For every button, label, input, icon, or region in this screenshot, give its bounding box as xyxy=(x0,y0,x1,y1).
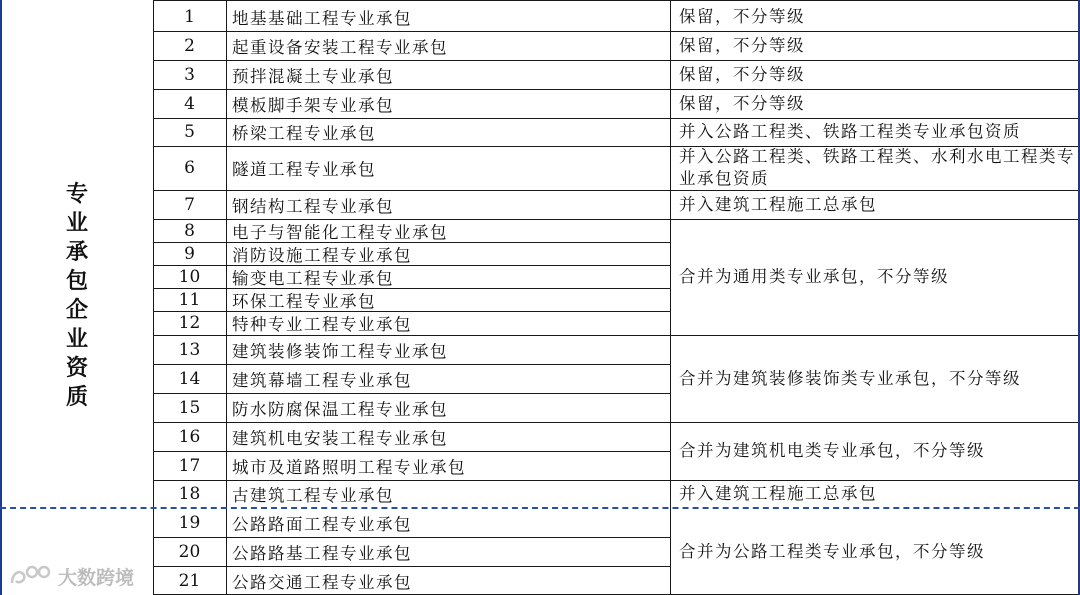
qualification-name xyxy=(227,190,670,219)
row-number-text: 3 xyxy=(184,64,195,85)
row-number-text: 13 xyxy=(178,339,201,360)
qualification-name xyxy=(227,89,670,118)
qualification-name xyxy=(227,364,670,393)
reform-note xyxy=(671,219,1077,335)
reform-note xyxy=(671,508,1077,595)
row-number-text: 4 xyxy=(184,93,195,114)
row-number xyxy=(153,508,226,537)
reform-note-text: 合并为通用类专业承包，不分等级 xyxy=(679,267,949,286)
row-number xyxy=(153,242,226,265)
category-label-char: 业 xyxy=(65,326,88,352)
qualification-name-text: 输变电工程专业承包 xyxy=(232,268,394,288)
qualification-name xyxy=(227,2,670,31)
reform-note-text: 保留，不分等级 xyxy=(679,35,805,55)
row-number xyxy=(153,393,226,422)
qualification-name xyxy=(227,335,670,364)
row-number xyxy=(153,288,226,311)
qualification-name-text: 建筑装修装饰工程专业承包 xyxy=(232,341,448,361)
category-label-char: 企 xyxy=(65,297,88,323)
row-number xyxy=(153,118,226,146)
qualification-name-text: 预拌混凝土专业承包 xyxy=(232,66,394,86)
row-number xyxy=(153,537,226,566)
qualification-name xyxy=(227,508,670,537)
qualification-name-text: 电子与智能化工程专业承包 xyxy=(232,222,448,242)
qualification-name xyxy=(227,566,670,595)
watermark xyxy=(8,562,134,590)
row-number-text: 11 xyxy=(178,289,201,310)
row-number-text: 9 xyxy=(184,243,195,264)
row-number xyxy=(153,2,226,31)
row-number-text: 19 xyxy=(178,512,201,533)
row-number-text: 2 xyxy=(184,35,195,56)
qualification-name-text: 地基基础工程专业承包 xyxy=(232,8,412,28)
row-number xyxy=(153,89,226,118)
qualification-name-text: 公路交通工程专业承包 xyxy=(232,572,412,592)
qualification-name xyxy=(227,422,670,451)
qualification-name xyxy=(227,311,670,335)
reform-note xyxy=(671,422,1077,480)
row-number-text: 6 xyxy=(184,158,195,178)
reform-note xyxy=(671,89,1077,118)
row-number-text: 15 xyxy=(178,397,201,418)
row-number xyxy=(153,190,226,219)
row-number xyxy=(153,566,226,595)
qualification-name xyxy=(227,288,670,311)
reform-note xyxy=(671,2,1077,31)
qualification-name-text: 防水防腐保温工程专业承包 xyxy=(232,399,448,419)
watermark-logo-icon xyxy=(8,563,54,589)
qualification-name-text: 钢结构工程专业承包 xyxy=(232,196,394,216)
row-number-text: 20 xyxy=(178,541,201,562)
qualification-name-text: 特种专业工程专业承包 xyxy=(232,315,412,334)
row-number xyxy=(153,335,226,364)
qualification-name xyxy=(227,537,670,566)
row-number xyxy=(153,311,226,335)
reform-note-text: 并入公路工程类、铁路工程类、水利水电工程类专业承包资质 xyxy=(679,147,1075,188)
reform-note xyxy=(671,146,1077,190)
reform-note-text: 并入建筑工程施工总承包 xyxy=(679,194,877,214)
row-number-text: 21 xyxy=(178,570,201,591)
reform-note-text: 并入公路工程类、铁路工程类专业承包资质 xyxy=(679,122,1021,141)
row-number xyxy=(153,219,226,242)
qualification-name xyxy=(227,451,670,480)
row-number-text: 18 xyxy=(178,484,201,504)
reform-note-text: 合并为公路工程类专业承包，不分等级 xyxy=(679,541,985,561)
qualification-name-text: 城市及道路照明工程专业承包 xyxy=(232,457,466,477)
qualification-name xyxy=(227,60,670,89)
reform-note xyxy=(671,118,1077,146)
qualification-name-text: 古建筑工程专业承包 xyxy=(232,486,394,505)
qualification-name-text: 起重设备安装工程专业承包 xyxy=(232,37,448,57)
reform-note xyxy=(671,31,1077,60)
qualification-name xyxy=(227,393,670,422)
reform-note-text: 保留，不分等级 xyxy=(679,64,805,84)
qualification-name xyxy=(227,480,670,508)
category-label-char: 质 xyxy=(65,384,88,410)
qualification-name xyxy=(227,118,670,146)
qualification-name xyxy=(227,265,670,288)
qualification-name-text: 消防设施工程专业承包 xyxy=(232,245,412,265)
qualification-name-text: 建筑幕墙工程专业承包 xyxy=(232,370,412,390)
row-number-text: 5 xyxy=(184,122,195,142)
qualification-name xyxy=(227,31,670,60)
qualification-name xyxy=(227,242,670,265)
reform-note xyxy=(671,60,1077,89)
row-number xyxy=(153,364,226,393)
row-number xyxy=(153,265,226,288)
row-number-text: 17 xyxy=(178,455,201,476)
row-number xyxy=(153,480,226,508)
reform-note-text: 合并为建筑机电类专业承包，不分等级 xyxy=(679,441,985,460)
reform-note-text: 保留，不分等级 xyxy=(679,93,805,113)
row-number-text: 10 xyxy=(178,266,201,287)
category-label-char: 资 xyxy=(65,355,88,381)
qualification-name-text: 公路路基工程专业承包 xyxy=(232,543,412,563)
qualification-name-text: 建筑机电安装工程专业承包 xyxy=(232,428,448,448)
category-label-char: 包 xyxy=(65,268,88,294)
reform-note xyxy=(671,335,1077,422)
row-number-text: 14 xyxy=(178,368,201,389)
row-number xyxy=(153,146,226,190)
row-number xyxy=(153,422,226,451)
category-label-char: 专 xyxy=(65,181,88,207)
row-number xyxy=(153,451,226,480)
table-top-border xyxy=(153,0,1078,1)
reform-note-text: 保留，不分等级 xyxy=(679,6,805,26)
row-number-text: 8 xyxy=(184,220,195,241)
qualification-name xyxy=(227,146,670,190)
row-number-text: 12 xyxy=(178,313,201,333)
category-label-char: 业 xyxy=(65,210,88,236)
qualification-name-text: 桥梁工程专业承包 xyxy=(232,124,376,143)
qualification-name-text: 环保工程专业承包 xyxy=(232,291,376,311)
row-number-text: 1 xyxy=(184,6,195,27)
row-number xyxy=(153,31,226,60)
qualification-name-text: 公路路面工程专业承包 xyxy=(232,514,412,534)
row-number-text: 7 xyxy=(184,194,195,215)
watermark-text: 大数跨境 xyxy=(58,566,135,589)
qualification-name-text: 隧道工程专业承包 xyxy=(232,160,376,179)
reform-note-text: 合并为建筑装修装饰类专业承包，不分等级 xyxy=(679,368,1021,388)
category-label-char: 承 xyxy=(65,239,88,265)
row-number xyxy=(153,60,226,89)
reform-note-text: 并入建筑工程施工总承包 xyxy=(679,484,877,503)
reform-note xyxy=(671,480,1077,508)
reform-note xyxy=(671,190,1077,219)
row-number-text: 16 xyxy=(178,426,201,447)
qualification-name xyxy=(227,219,670,242)
qualification-name-text: 模板脚手架专业承包 xyxy=(232,95,394,115)
category-label xyxy=(2,180,152,420)
